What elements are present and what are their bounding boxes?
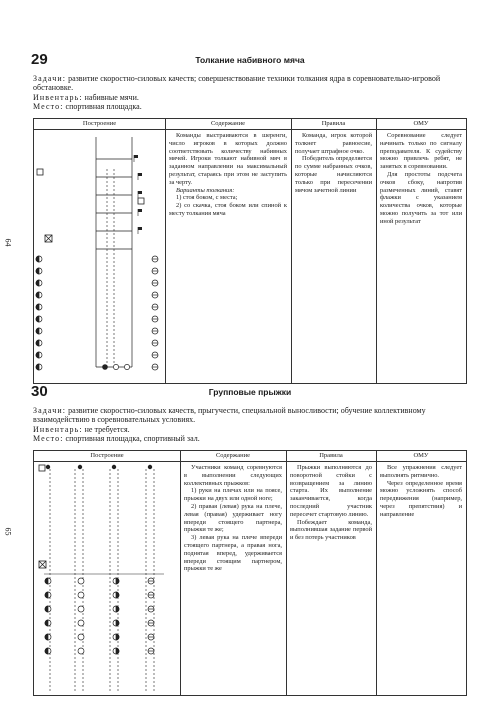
omu-paragraph: Через определенное время можно усложнять способ передвижения (например, через препятствия) и направление <box>380 479 462 518</box>
omu-cell <box>380 132 462 226</box>
header-content: Содержание <box>165 119 291 130</box>
filled-dot-icon <box>102 364 129 370</box>
crossed-square-icon <box>45 235 52 242</box>
rules-paragraph: Прыжки выполняются до поворотной стойки с возвращением за линию старта. Их выполнение заканчивается, когда последний участник пересечет стартовую линию. <box>290 464 372 518</box>
inventory-text: набивные мячи. <box>82 92 139 102</box>
header-rules: Правила <box>286 451 376 462</box>
formation-diagram <box>34 461 180 695</box>
place-text: спортивная площадка, спортивный зал. <box>63 434 200 444</box>
content-paragraph: 1) руки на плечах или на поясе, прыжки на двух или одной ноге; <box>184 487 282 503</box>
section-title: Групповые прыжки <box>208 387 292 397</box>
task-line <box>33 74 465 93</box>
header-construction: Построение <box>34 119 165 130</box>
section-intro <box>33 406 465 444</box>
header-omu: ОМУ <box>376 451 466 462</box>
header-content: Содержание <box>180 451 286 462</box>
omu-paragraph: Для простоты подсчета очков сбоку, напротив размеченных линий, ставят флажки с указанием количества очков, которые можно получить за тот или иной результат <box>380 170 462 225</box>
place-label: Место: <box>33 102 64 112</box>
section-title: Толкание набивного мяча <box>195 55 305 65</box>
section-intro <box>33 74 465 112</box>
page-number: 64 <box>3 238 13 247</box>
rules-paragraph: Побеждает команда, выполнившая задание первой и без потерь участников <box>290 518 372 542</box>
omu-paragraph: Соревнование следует начинать только по сигналу преподавателя. К судейству можно привлечь ребят, не занятых в соревновании. <box>380 132 462 171</box>
inventory-label: Инвентарь: <box>33 424 83 434</box>
square-icon <box>37 169 43 175</box>
content-paragraph: 2) правая (левая) рука на плече, левая (правая) удерживает ногу впереди стоящего партнера, прыжки те же; <box>184 502 282 534</box>
half-filled-circle-icon <box>152 256 158 370</box>
exercise-table <box>33 450 467 696</box>
header-omu: ОМУ <box>376 119 466 130</box>
header-construction: Построение <box>34 451 180 462</box>
inventory-text: не требуется. <box>82 424 130 434</box>
omu-paragraph: Все упражнения следует выполнять ритмично. <box>380 464 462 479</box>
content-paragraph: 1) стоя боком, с места; <box>176 194 238 202</box>
square-icon <box>138 198 144 204</box>
place-text: спортивная площадка. <box>63 102 142 112</box>
rules-cell <box>290 464 372 542</box>
crossed-square-icon <box>39 561 46 568</box>
task-label: Задачи: <box>33 406 67 415</box>
content-paragraph: 2) со скачка, стоя боком или спиной к месту толкания мяча <box>169 202 287 217</box>
task-text: развитие скоростно-силовых качеств; совершенствование техники толкания ядра в соревновательно-игровой обстановке. <box>33 74 441 93</box>
exercise-table <box>33 118 467 384</box>
half-filled-circle-icon <box>46 465 152 469</box>
rules-paragraph: Команда, игрок которой толкнет равноесие, получает штрафное очко. <box>295 132 372 155</box>
half-filled-circle-icon <box>36 256 42 370</box>
flag-icon <box>134 155 142 234</box>
page-number: 65 <box>3 527 13 536</box>
task-line <box>33 406 465 425</box>
header-rules: Правила <box>291 119 376 130</box>
content-paragraph: Команды выстраиваются в шеренги, число игроков в которых должно соответствовать количеству набивных мячей. Игроки толкают набивной мяч в заданном направлении на максимальный результат, стараясь при этом не заступить за черту. <box>169 132 287 186</box>
inventory-line <box>33 93 465 102</box>
square-icon <box>39 465 45 471</box>
content-paragraph: 3) левая рука на плече впереди стоящего партнера, а правая нога, поднятая вперед, удерживается впереди стоящим партнером, прыжки те же <box>184 534 282 573</box>
content-paragraph: Участники команд соревнуются в выполнении следующих коллективных прыжков: <box>184 464 282 487</box>
section-number: 29 <box>31 51 48 68</box>
inventory-line <box>33 425 465 434</box>
inventory-label: Инвентарь: <box>33 92 83 102</box>
rules-paragraph: Победитель определяется по сумме набранных очков, которые начисляются только при пересечении мячом зачетной линии <box>295 155 372 194</box>
task-text: развитие скоростно-силовых качеств, прыгучести, специальной выносливости; обучение коллективному взаимодействию в соревновательных условиях. <box>33 406 426 425</box>
content-cell <box>184 464 282 573</box>
formation-diagram <box>34 129 165 381</box>
place-line <box>33 434 465 443</box>
half-filled-circle-icon <box>148 578 154 654</box>
place-label: Место: <box>33 434 64 444</box>
content-variants-label: Варианты толкания: <box>176 186 235 194</box>
omu-cell <box>380 464 462 519</box>
task-label: Задачи: <box>33 74 67 83</box>
place-line <box>33 102 465 111</box>
rules-cell <box>295 132 372 194</box>
section-number: 30 <box>31 383 48 400</box>
content-cell <box>169 132 287 218</box>
